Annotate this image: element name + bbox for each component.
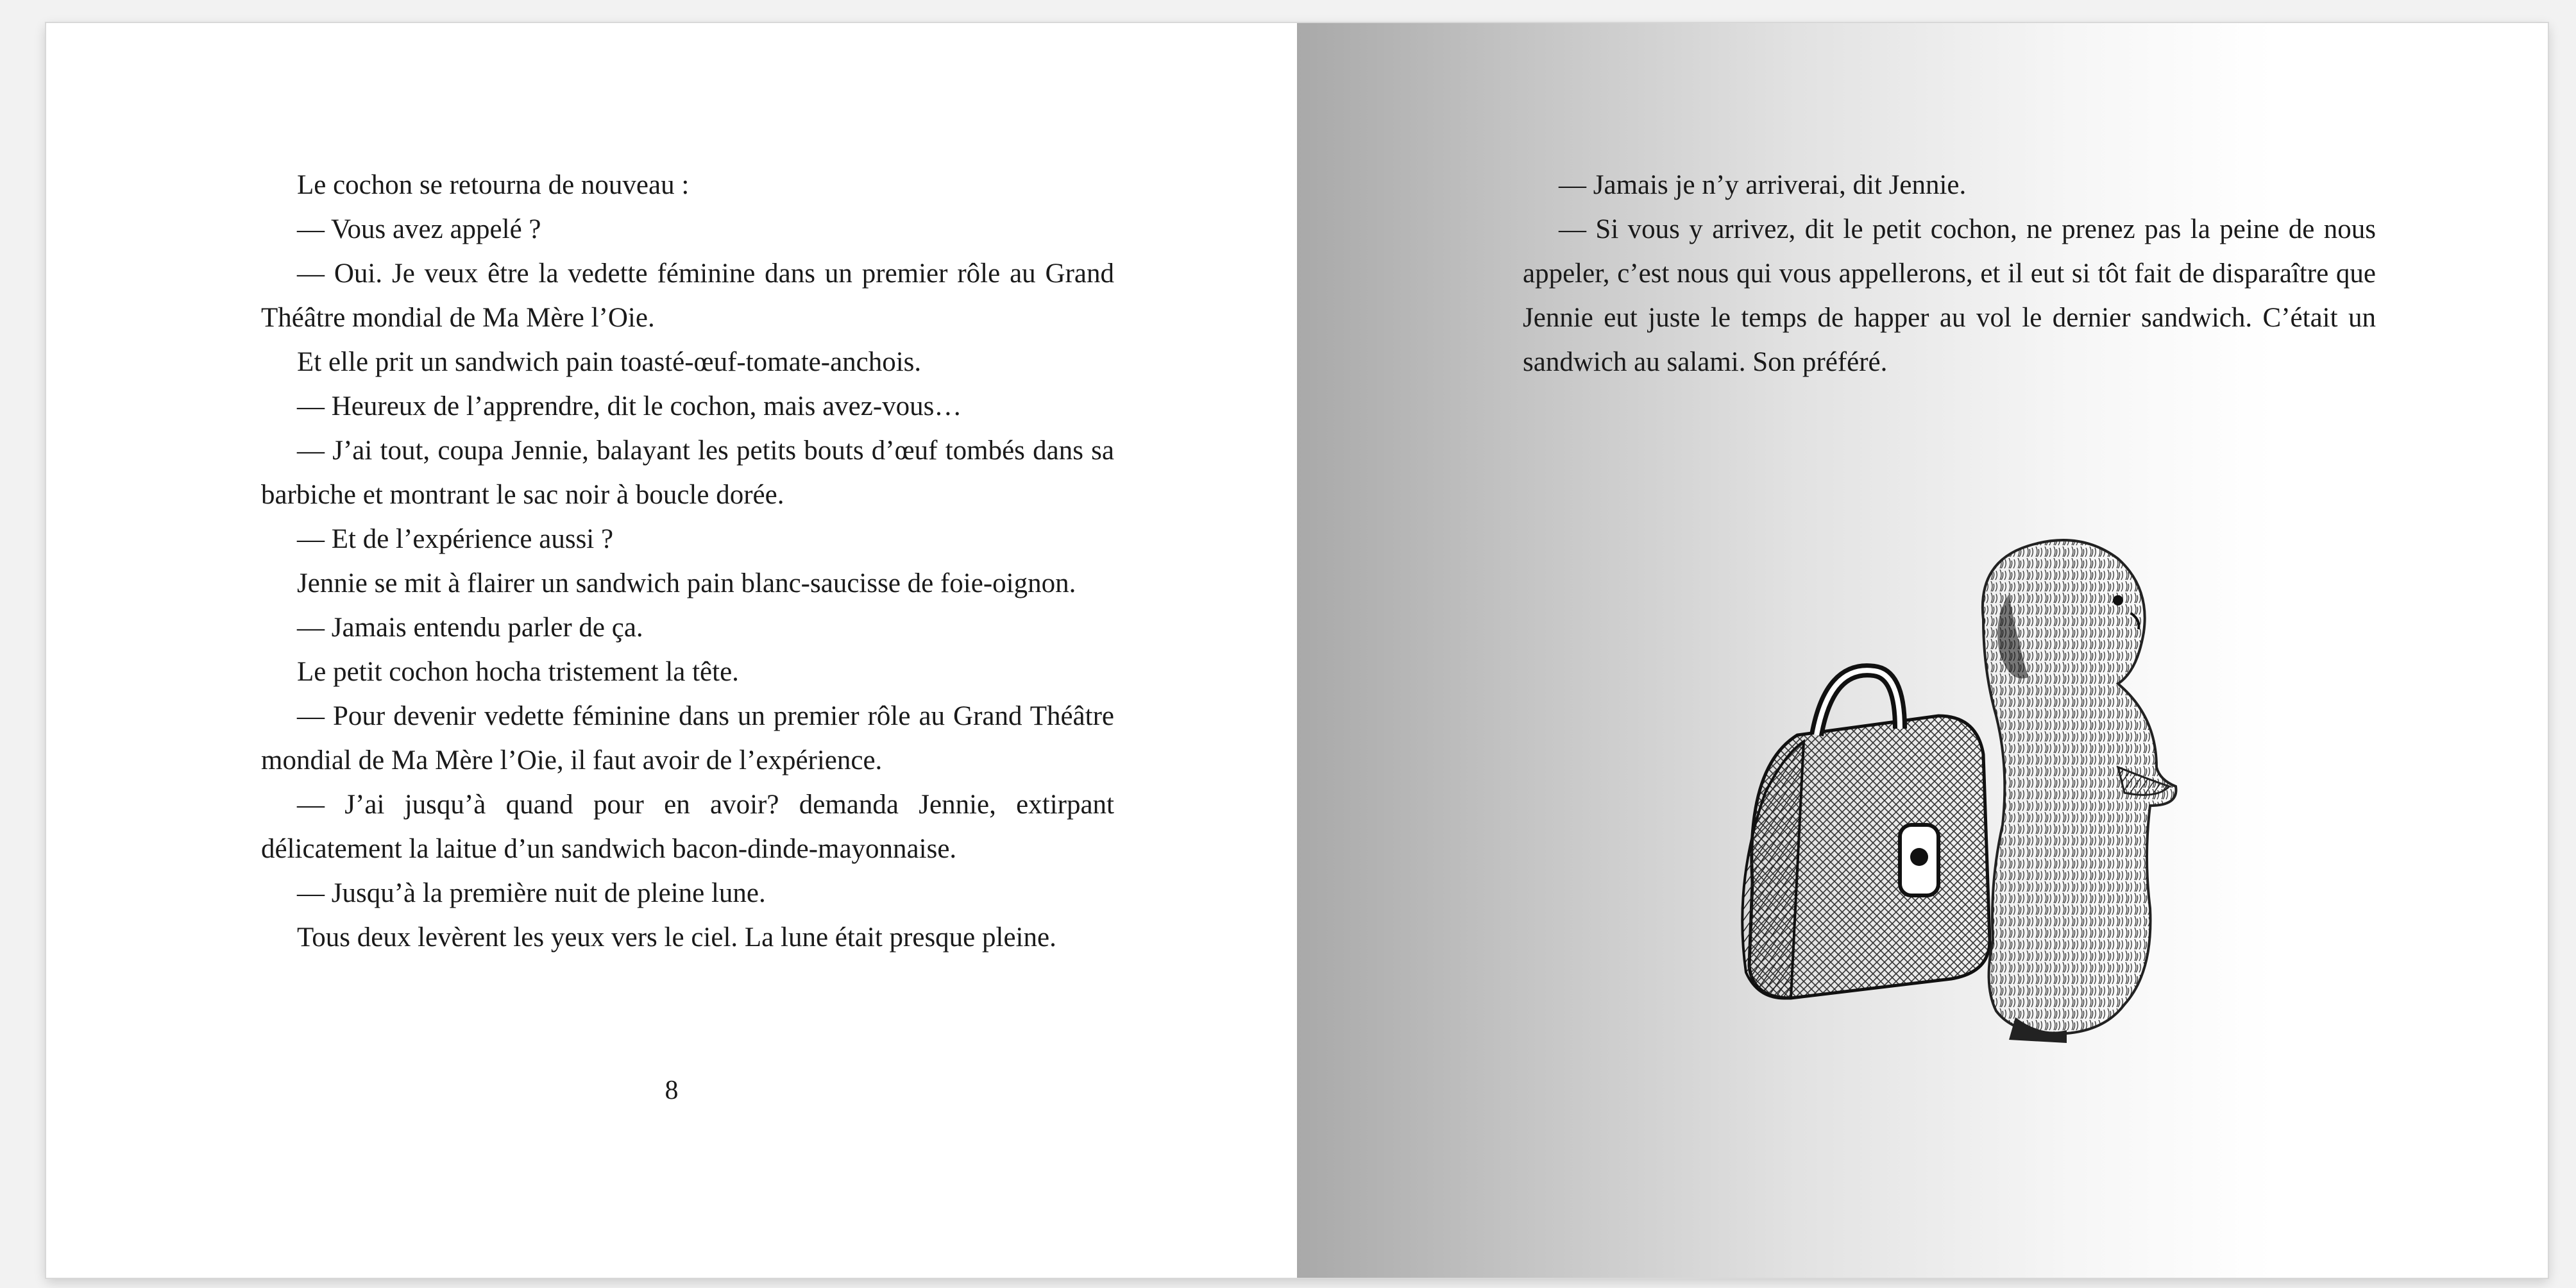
paragraph: — Jamais je n’y arriverai, dit Jennie.: [1559, 170, 1967, 200]
paragraph: — J’ai tout, coupa Jennie, balayant les petits bouts d’œuf tombés dans sa barbiche et montrant le sac noir à boucle dorée.: [261, 436, 1114, 510]
paragraph: — Et de l’expérience aussi ?: [297, 524, 614, 554]
left-page-text: [261, 163, 1114, 960]
paragraph: — Si vous y arrivez, dit le petit cochon, ne prenez pas la peine de nous appeler, c’est nous qui vous appellerons, et il eut si tôt fait de disparaître que Jennie eut juste le temps de happer au vol le dernier sandwich. C’était un sandwich au salami. Son préféré.: [1523, 214, 2376, 377]
paragraph: — Jusqu’à la première nuit de pleine lune.: [297, 878, 766, 908]
left-page: [46, 23, 1297, 1278]
right-page-text: [1523, 163, 2376, 384]
paragraph: — Pour devenir vedette féminine dans un premier rôle au Grand Théâtre mondial de Ma Mère l’Oie, il faut avoir de l’expérience.: [261, 701, 1114, 775]
paragraph: — Vous avez appelé ?: [297, 214, 541, 244]
paragraph: — Heureux de l’apprendre, dit le cochon, mais avez-vous…: [297, 391, 962, 421]
paragraph: Jennie se mit à flairer un sandwich pain blanc-saucisse de foie-oignon.: [297, 568, 1076, 598]
paragraph: — J’ai jusqu’à quand pour en avoir? demanda Jennie, extirpant délicatement la laitue d’un sandwich bacon-dinde-mayonnaise.: [261, 790, 1114, 864]
right-page: [1297, 23, 2548, 1278]
dog-with-bag-illustration: [1707, 523, 2195, 1049]
paragraph: Le petit cochon hocha tristement la tête.: [297, 657, 739, 687]
page-number: 8: [665, 1076, 679, 1105]
paragraph: Et elle prit un sandwich pain toasté-œuf-tomate-anchois.: [297, 347, 922, 377]
dog-illustration: [1983, 540, 2176, 1043]
paragraph: — Jamais entendu parler de ça.: [297, 613, 643, 643]
paragraph: — Oui. Je veux être la vedette féminine dans un premier rôle au Grand Théâtre mondial de Ma Mère l’Oie.: [261, 258, 1114, 333]
book-spread: [46, 23, 2548, 1278]
bag-illustration: [1742, 670, 1990, 998]
paragraph: Tous deux levèrent les yeux vers le ciel. La lune était presque pleine.: [297, 922, 1056, 953]
paragraph: Le cochon se retourna de nouveau :: [297, 170, 690, 200]
